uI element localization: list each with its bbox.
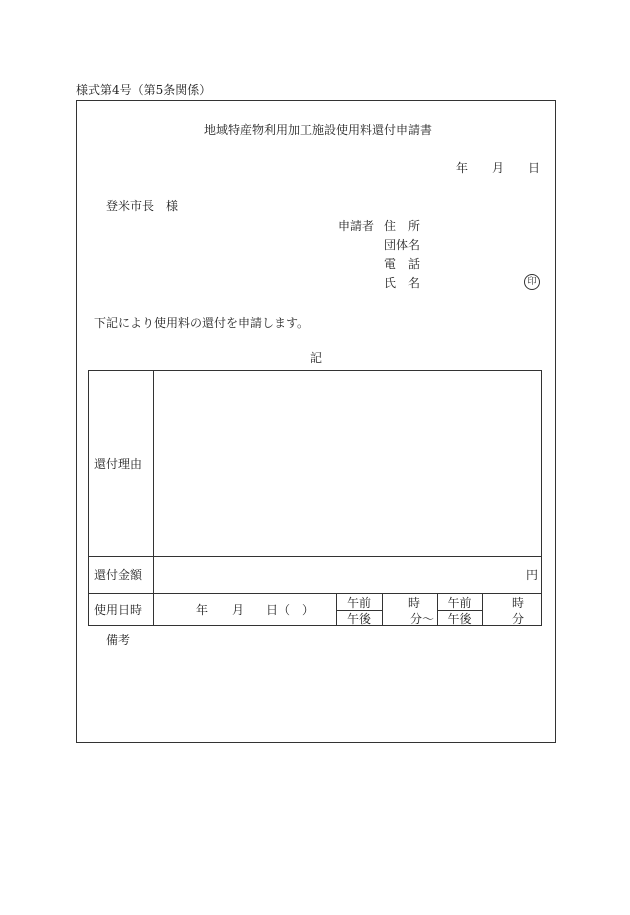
usage-label: 使用日時	[94, 603, 143, 617]
start-minute: 分～	[410, 612, 435, 626]
seal-mark: 印	[524, 274, 540, 290]
end-pm[interactable]: 午後	[447, 612, 472, 626]
ampm-split-2	[437, 610, 482, 611]
end-am[interactable]: 午前	[447, 596, 472, 610]
phone-label: 電 話	[384, 257, 421, 271]
form-number: 様式第4号（第5条関係）	[76, 83, 212, 97]
end-hour: 時	[512, 596, 525, 610]
start-am[interactable]: 午前	[346, 596, 371, 610]
ki-heading: 記	[310, 351, 323, 365]
usage-year: 年	[196, 603, 209, 617]
usage-day: 日（ ）	[266, 603, 315, 617]
usage-divider-4	[482, 593, 483, 626]
addressee: 登米市長 様	[106, 199, 179, 213]
name-label: 氏 名	[384, 276, 421, 290]
date-day: 日	[528, 161, 541, 175]
reason-label: 還付理由	[94, 457, 143, 471]
date-month: 月	[492, 161, 505, 175]
remarks-label: 備考	[106, 633, 131, 647]
applicant-label: 申請者	[338, 219, 375, 233]
start-pm[interactable]: 午後	[346, 612, 371, 626]
form-title: 地域特産物利用加工施設使用料還付申請書	[204, 123, 433, 137]
yen-unit: 円	[526, 568, 539, 582]
request-text: 下記により使用料の還付を申請します。	[94, 316, 310, 330]
usage-month: 月	[232, 603, 245, 617]
amount-label: 還付金額	[94, 568, 143, 582]
amount-field[interactable]	[154, 557, 524, 592]
reason-field[interactable]	[154, 371, 541, 555]
ampm-split-1	[336, 610, 382, 611]
usage-divider-2	[382, 593, 383, 626]
address-label: 住 所	[384, 219, 421, 233]
organization-label: 団体名	[384, 238, 421, 252]
row-divider-amount	[88, 593, 542, 594]
date-year: 年	[456, 161, 469, 175]
start-hour: 時	[408, 596, 421, 610]
end-minute: 分	[512, 612, 525, 626]
